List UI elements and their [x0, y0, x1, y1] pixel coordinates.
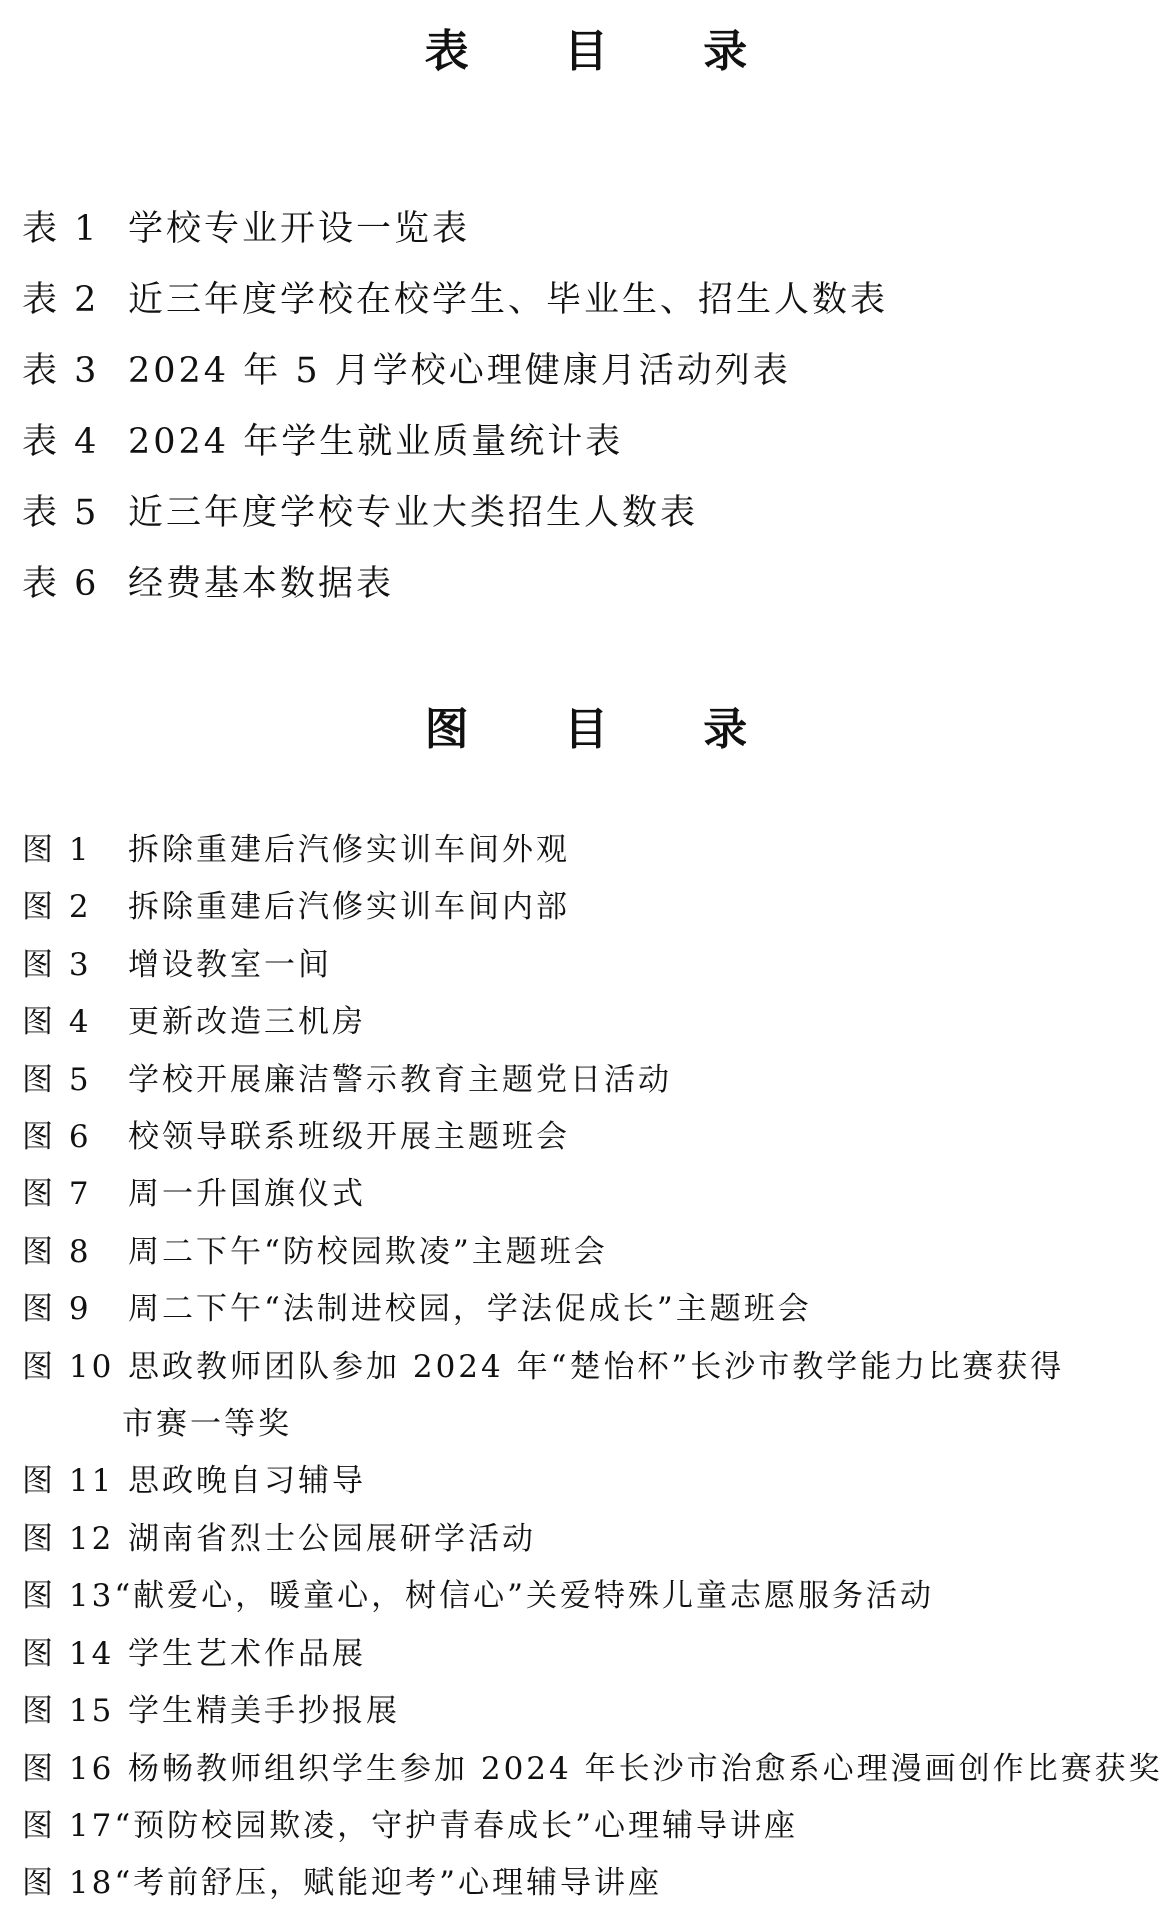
table-title: 学校专业开设一览表: [128, 208, 471, 249]
figures-toc-list: [22, 822, 1163, 1913]
figures-toc-heading: 图 目 录: [424, 704, 788, 755]
table-entry-5[interactable]: [22, 474, 888, 545]
figure-number: 图 5: [22, 1061, 92, 1098]
figure-title: 学生艺术作品展: [128, 1635, 366, 1672]
figure-number: 图 15: [22, 1693, 115, 1730]
figure-entry-9[interactable]: [22, 1281, 1163, 1338]
table-number: 表 4: [22, 421, 100, 462]
figure-entry-17[interactable]: [22, 1798, 1163, 1855]
figure-title: “献爱心，暖童心，树信心”关爱特殊儿童志愿服务活动: [114, 1578, 935, 1615]
figure-title-continuation: 市赛一等奖: [122, 1406, 292, 1443]
figure-entry-4[interactable]: [22, 994, 1163, 1051]
figure-number: 图 2: [22, 889, 92, 926]
figure-number: 图 9: [22, 1291, 92, 1328]
table-title: 2024 年 5 月学校心理健康月活动列表: [128, 350, 791, 391]
figure-title: 周二下午“法制进校园，学法促成长”主题班会: [128, 1291, 812, 1328]
figure-title: “预防校园欺凌，守护青春成长”心理辅导讲座: [114, 1807, 799, 1844]
figure-number: 图 17: [22, 1807, 115, 1844]
figure-title: 周一升国旗仪式: [128, 1176, 366, 1213]
table-title: 近三年度学校专业大类招生人数表: [128, 492, 699, 533]
figure-title: “考前舒压，赋能迎考”心理辅导讲座: [114, 1865, 663, 1902]
table-number: 表 6: [22, 563, 100, 604]
table-entry-6[interactable]: [22, 545, 888, 616]
figure-title: 周二下午“防校园欺凌”主题班会: [128, 1233, 608, 1270]
table-entry-3[interactable]: [22, 332, 888, 403]
figure-number: 图 4: [22, 1004, 92, 1041]
table-title: 经费基本数据表: [128, 563, 395, 604]
figure-entry-8[interactable]: [22, 1224, 1163, 1281]
figure-entry-2[interactable]: [22, 879, 1163, 936]
table-entry-1[interactable]: [22, 190, 888, 261]
figure-title: 更新改造三机房: [128, 1004, 366, 1041]
figure-number: 图 7: [22, 1176, 92, 1213]
figure-title: 思政晚自习辅导: [128, 1463, 366, 1500]
figure-entry-3[interactable]: [22, 937, 1163, 994]
table-entry-4[interactable]: [22, 403, 888, 474]
figure-entry-1[interactable]: [22, 822, 1163, 879]
table-number: 表 5: [22, 492, 100, 533]
figure-number: 图 1: [22, 832, 92, 868]
figure-title: 校领导联系班级开展主题班会: [128, 1119, 570, 1156]
figure-entry-6[interactable]: [22, 1109, 1163, 1166]
table-title: 近三年度学校在校学生、毕业生、招生人数表: [128, 279, 889, 320]
figure-entry-15[interactable]: [22, 1683, 1163, 1740]
tables-toc-list: [22, 190, 888, 616]
figure-entry-10[interactable]: [22, 1339, 1163, 1454]
figure-title: 湖南省烈士公园展研学活动: [128, 1520, 536, 1557]
figure-entry-12[interactable]: [22, 1511, 1163, 1568]
figure-number: 图 3: [22, 946, 92, 983]
figure-number: 图 6: [22, 1119, 92, 1156]
table-number: 表 2: [22, 279, 100, 320]
table-title: 2024 年学生就业质量统计表: [128, 421, 624, 462]
figure-title: 学生精美手抄报展: [128, 1693, 400, 1730]
figure-title: 拆除重建后汽修实训车间内部: [128, 889, 570, 926]
table-entry-2[interactable]: [22, 261, 888, 332]
figure-number: 图 11: [22, 1463, 115, 1500]
table-number: 表 3: [22, 350, 100, 391]
figure-entry-11[interactable]: [22, 1453, 1163, 1510]
figure-title: 增设教室一间: [128, 946, 332, 983]
figure-entry-5[interactable]: [22, 1052, 1163, 1109]
table-number: 表 1: [22, 208, 100, 249]
figure-number: 图 12: [22, 1520, 115, 1557]
figure-entry-16[interactable]: [22, 1741, 1163, 1798]
figure-title: 思政教师团队参加 2024 年“楚怡杯”长沙市教学能力比赛获得: [128, 1348, 1065, 1385]
figure-entry-7[interactable]: [22, 1166, 1163, 1223]
tables-toc-heading: 表 目 录: [424, 26, 788, 77]
figure-entry-18[interactable]: [22, 1855, 1163, 1912]
figure-number: 图 14: [22, 1635, 115, 1672]
figure-number: 图 18: [22, 1865, 115, 1902]
figure-number: 图 16: [22, 1750, 115, 1787]
figure-entry-14[interactable]: [22, 1626, 1163, 1683]
figure-number: 图 8: [22, 1233, 92, 1270]
figure-entry-13[interactable]: [22, 1568, 1163, 1625]
figure-title: 学校开展廉洁警示教育主题党日活动: [128, 1061, 672, 1098]
figure-title: 杨畅教师组织学生参加 2024 年长沙市治愈系心理漫画创作比赛获奖: [128, 1750, 1163, 1787]
figure-title: 拆除重建后汽修实训车间外观: [128, 832, 570, 868]
figure-number: 图 10: [22, 1348, 115, 1385]
figure-number: 图 13: [22, 1578, 115, 1615]
